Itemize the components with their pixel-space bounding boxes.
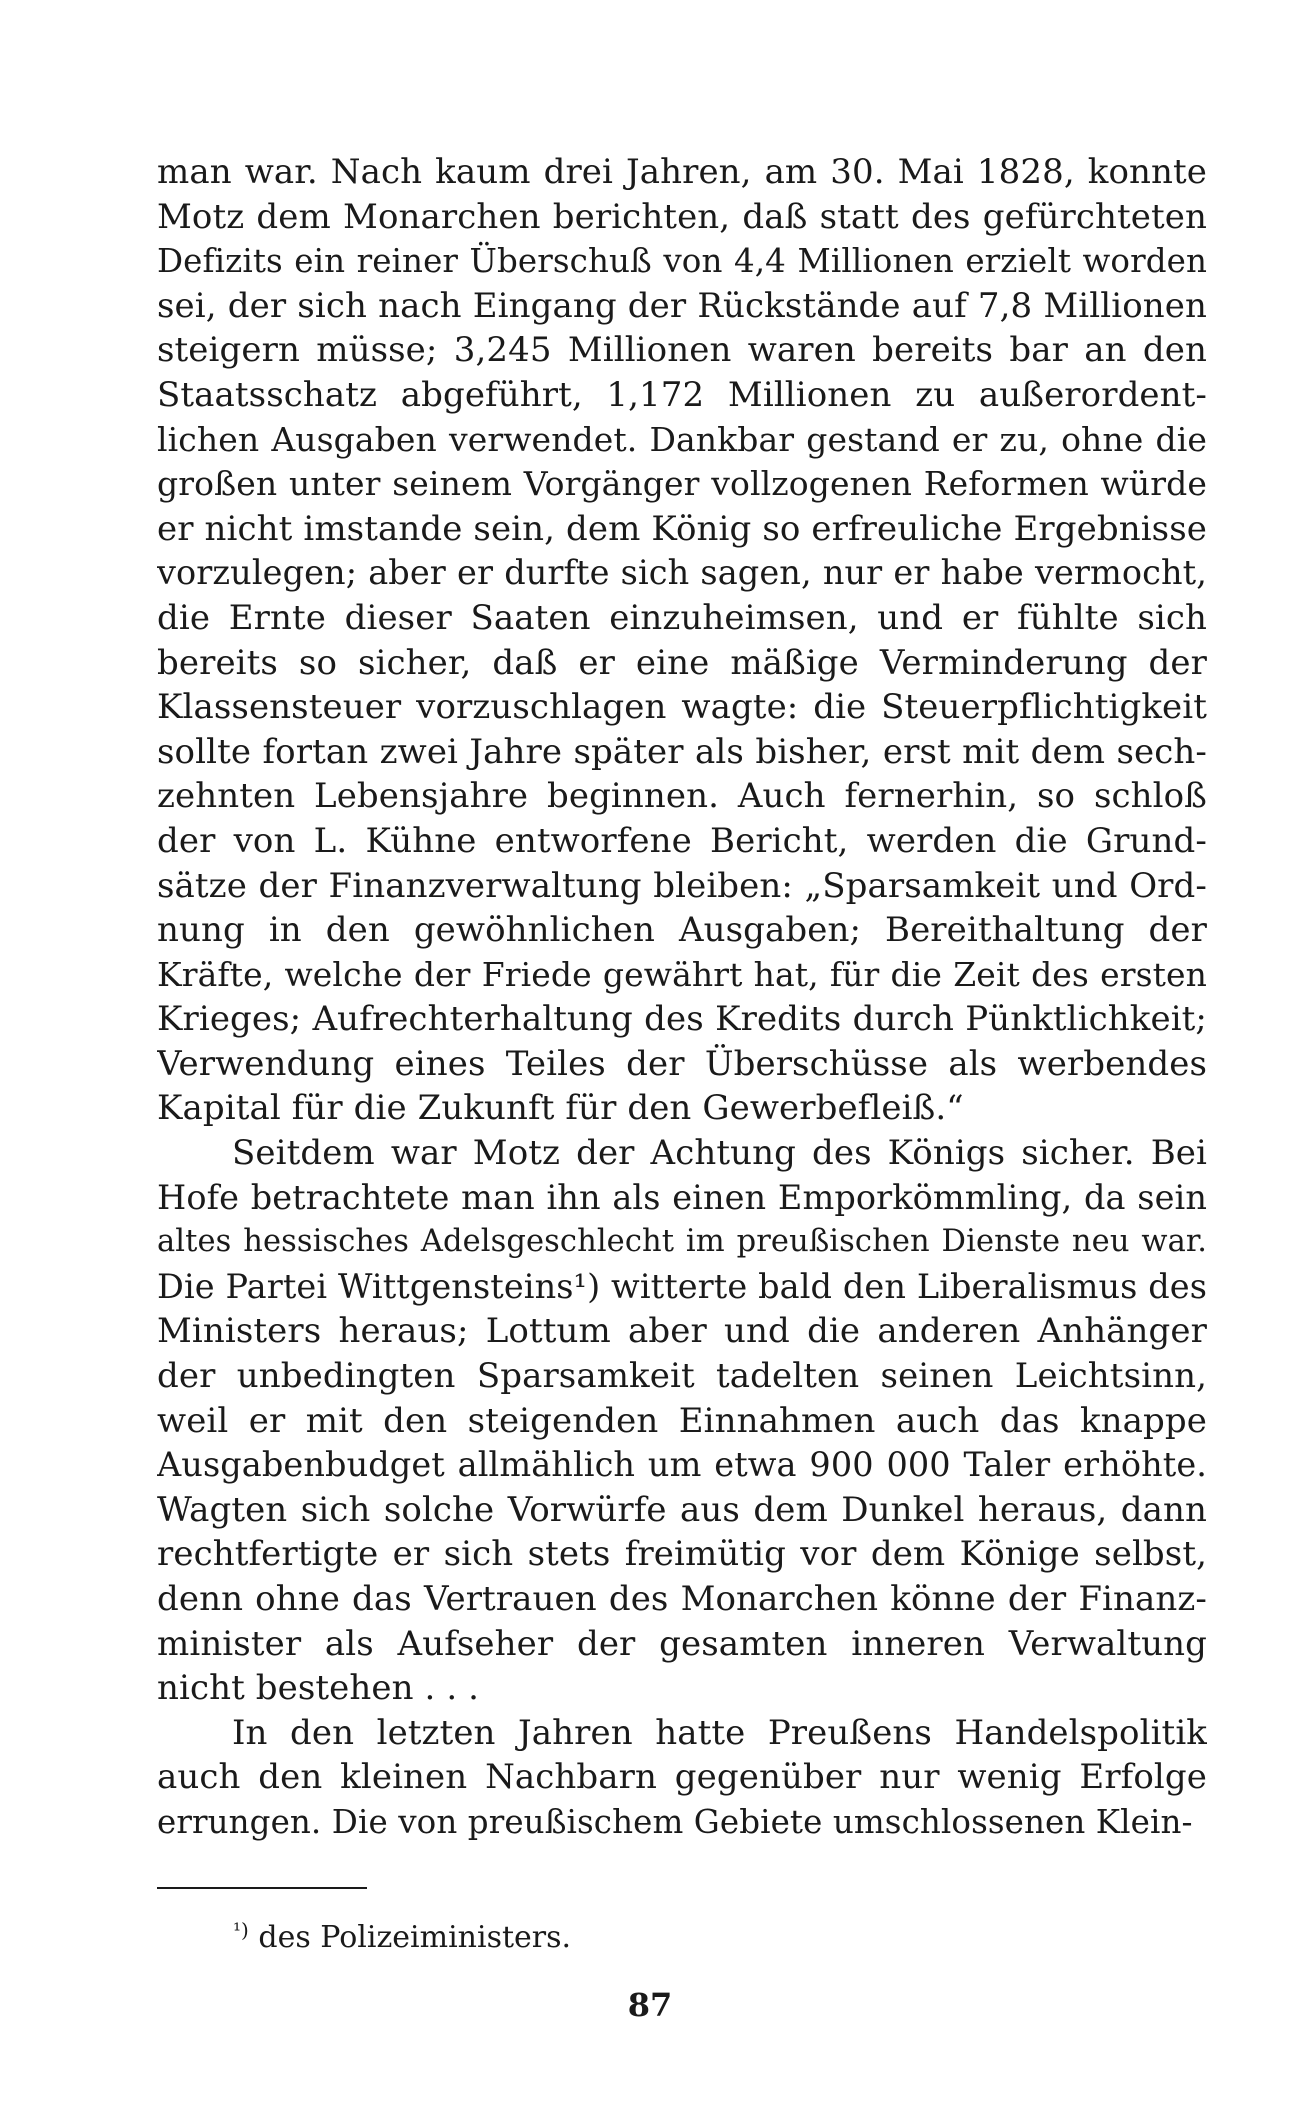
footnote-divider — [157, 1887, 367, 1889]
text-line: Motz dem Monarchen berichten, daß statt des gefürchteten — [157, 196, 1207, 237]
text-line: Kapital für die Zukunft für den Gewerbefleiß.“ — [157, 1088, 964, 1129]
text-line: weil er mit den steigenden Einnahmen auch das knappe — [157, 1400, 1207, 1441]
text-line: lichen Ausgaben verwendet. Dankbar gestand er zu, ohne die — [157, 419, 1207, 459]
text-line: Wagten sich solche Vorwürfe aus dem Dunkel heraus, dann — [157, 1489, 1207, 1530]
text-line: altes hessisches Adelsgeschlecht im preußischen Dienste neu war. — [157, 1224, 1207, 1260]
text-line: Ministers heraus; Lottum aber und die anderen Anhänger — [157, 1311, 1207, 1352]
text-line: der von L. Kühne entworfene Bericht, werden die Grund- — [157, 820, 1207, 861]
text-line: bereits so sicher, daß er eine mäßige Verminderung der — [157, 642, 1207, 683]
text-line: Krieges; Aufrechterhaltung des Kredits durch Pünktlichkeit; — [157, 999, 1207, 1040]
text-line: Defizits ein reiner Überschuß von 4,4 Millionen erzielt worden — [157, 242, 1207, 281]
text-line: Die Partei Wittgensteins¹) witterte bald den Liberalismus des — [157, 1266, 1207, 1306]
text-line: vorzulegen; aber er durfte sich sagen, nur er habe vermocht, — [157, 553, 1207, 593]
text-line: In den letzten Jahren hatte Preußens Handelspolitik — [232, 1712, 1207, 1753]
text-column — [157, 150, 1207, 1845]
text-line: steigern müsse; 3,245 Millionen waren bereits bar an den — [157, 330, 1207, 371]
footnote-marker: ¹) — [233, 1918, 249, 1942]
text-line: sollte fortan zwei Jahre später als bisher, erst mit dem sech- — [157, 731, 1207, 772]
paragraph — [157, 1131, 1207, 1711]
paragraph — [157, 1711, 1207, 1845]
footnote — [233, 1912, 571, 1956]
text-line: zehnten Lebensjahre beginnen. Auch fernerhin, so schloß — [157, 776, 1207, 817]
text-line: großen unter seinem Vorgänger vollzogenen Reformen würde — [157, 464, 1207, 504]
text-line: Seitdem war Motz der Achtung des Königs sicher. Bei — [232, 1133, 1207, 1174]
text-line: man war. Nach kaum drei Jahren, am 30. Mai 1828, konnte — [157, 152, 1207, 192]
text-line: nung in den gewöhnlichen Ausgaben; Bereithaltung der — [157, 910, 1207, 951]
text-line: sätze der Finanzverwaltung bleiben: „Sparsamkeit und Ord- — [157, 865, 1207, 906]
text-line: Staatsschatz abgeführt, 1,172 Millionen zu außerordent- — [157, 374, 1207, 415]
text-line: auch den kleinen Nachbarn gegenüber nur wenig Erfolge — [157, 1757, 1207, 1798]
text-line: rechtfertigte er sich stets freimütig vor dem Könige selbst, — [157, 1534, 1207, 1575]
text-line: Verwendung eines Teiles der Überschüsse als werbendes — [157, 1043, 1207, 1084]
text-line: die Ernte dieser Saaten einzuheimsen, und er fühlte sich — [157, 597, 1207, 638]
page-number: 87 — [627, 1986, 673, 2024]
text-line: der unbedingten Sparsamkeit tadelten seinen Leichtsinn, — [157, 1356, 1207, 1397]
text-line: denn ohne das Vertrauen des Monarchen könne der Finanz- — [157, 1579, 1207, 1619]
text-line: Hofe betrachtete man ihn als einen Emporkömmling, da sein — [157, 1177, 1207, 1217]
page-body — [157, 150, 1207, 1845]
text-line: minister als Aufseher der gesamten inneren Verwaltung — [157, 1623, 1207, 1664]
text-line: sei, der sich nach Eingang der Rückstände auf 7,8 Millionen — [157, 285, 1207, 326]
text-line: errungen. Die von preußischem Gebiete umschlossenen Klein- — [157, 1802, 1193, 1841]
text-line: nicht bestehen . . . — [157, 1668, 480, 1709]
footnote-text: des Polizeiministers. — [258, 1920, 572, 1955]
paragraph — [157, 150, 1207, 1131]
text-line: er nicht imstande sein, dem König so erfreuliche Ergebnisse — [157, 508, 1207, 549]
text-line: Kräfte, welche der Friede gewährt hat, für die Zeit des ersten — [157, 954, 1207, 994]
text-line: Ausgabenbudget allmählich um etwa 900 000 Taler erhöhte. — [157, 1445, 1207, 1485]
text-line: Klassensteuer vorzuschlagen wagte: die Steuerpflichtigkeit — [157, 687, 1207, 728]
